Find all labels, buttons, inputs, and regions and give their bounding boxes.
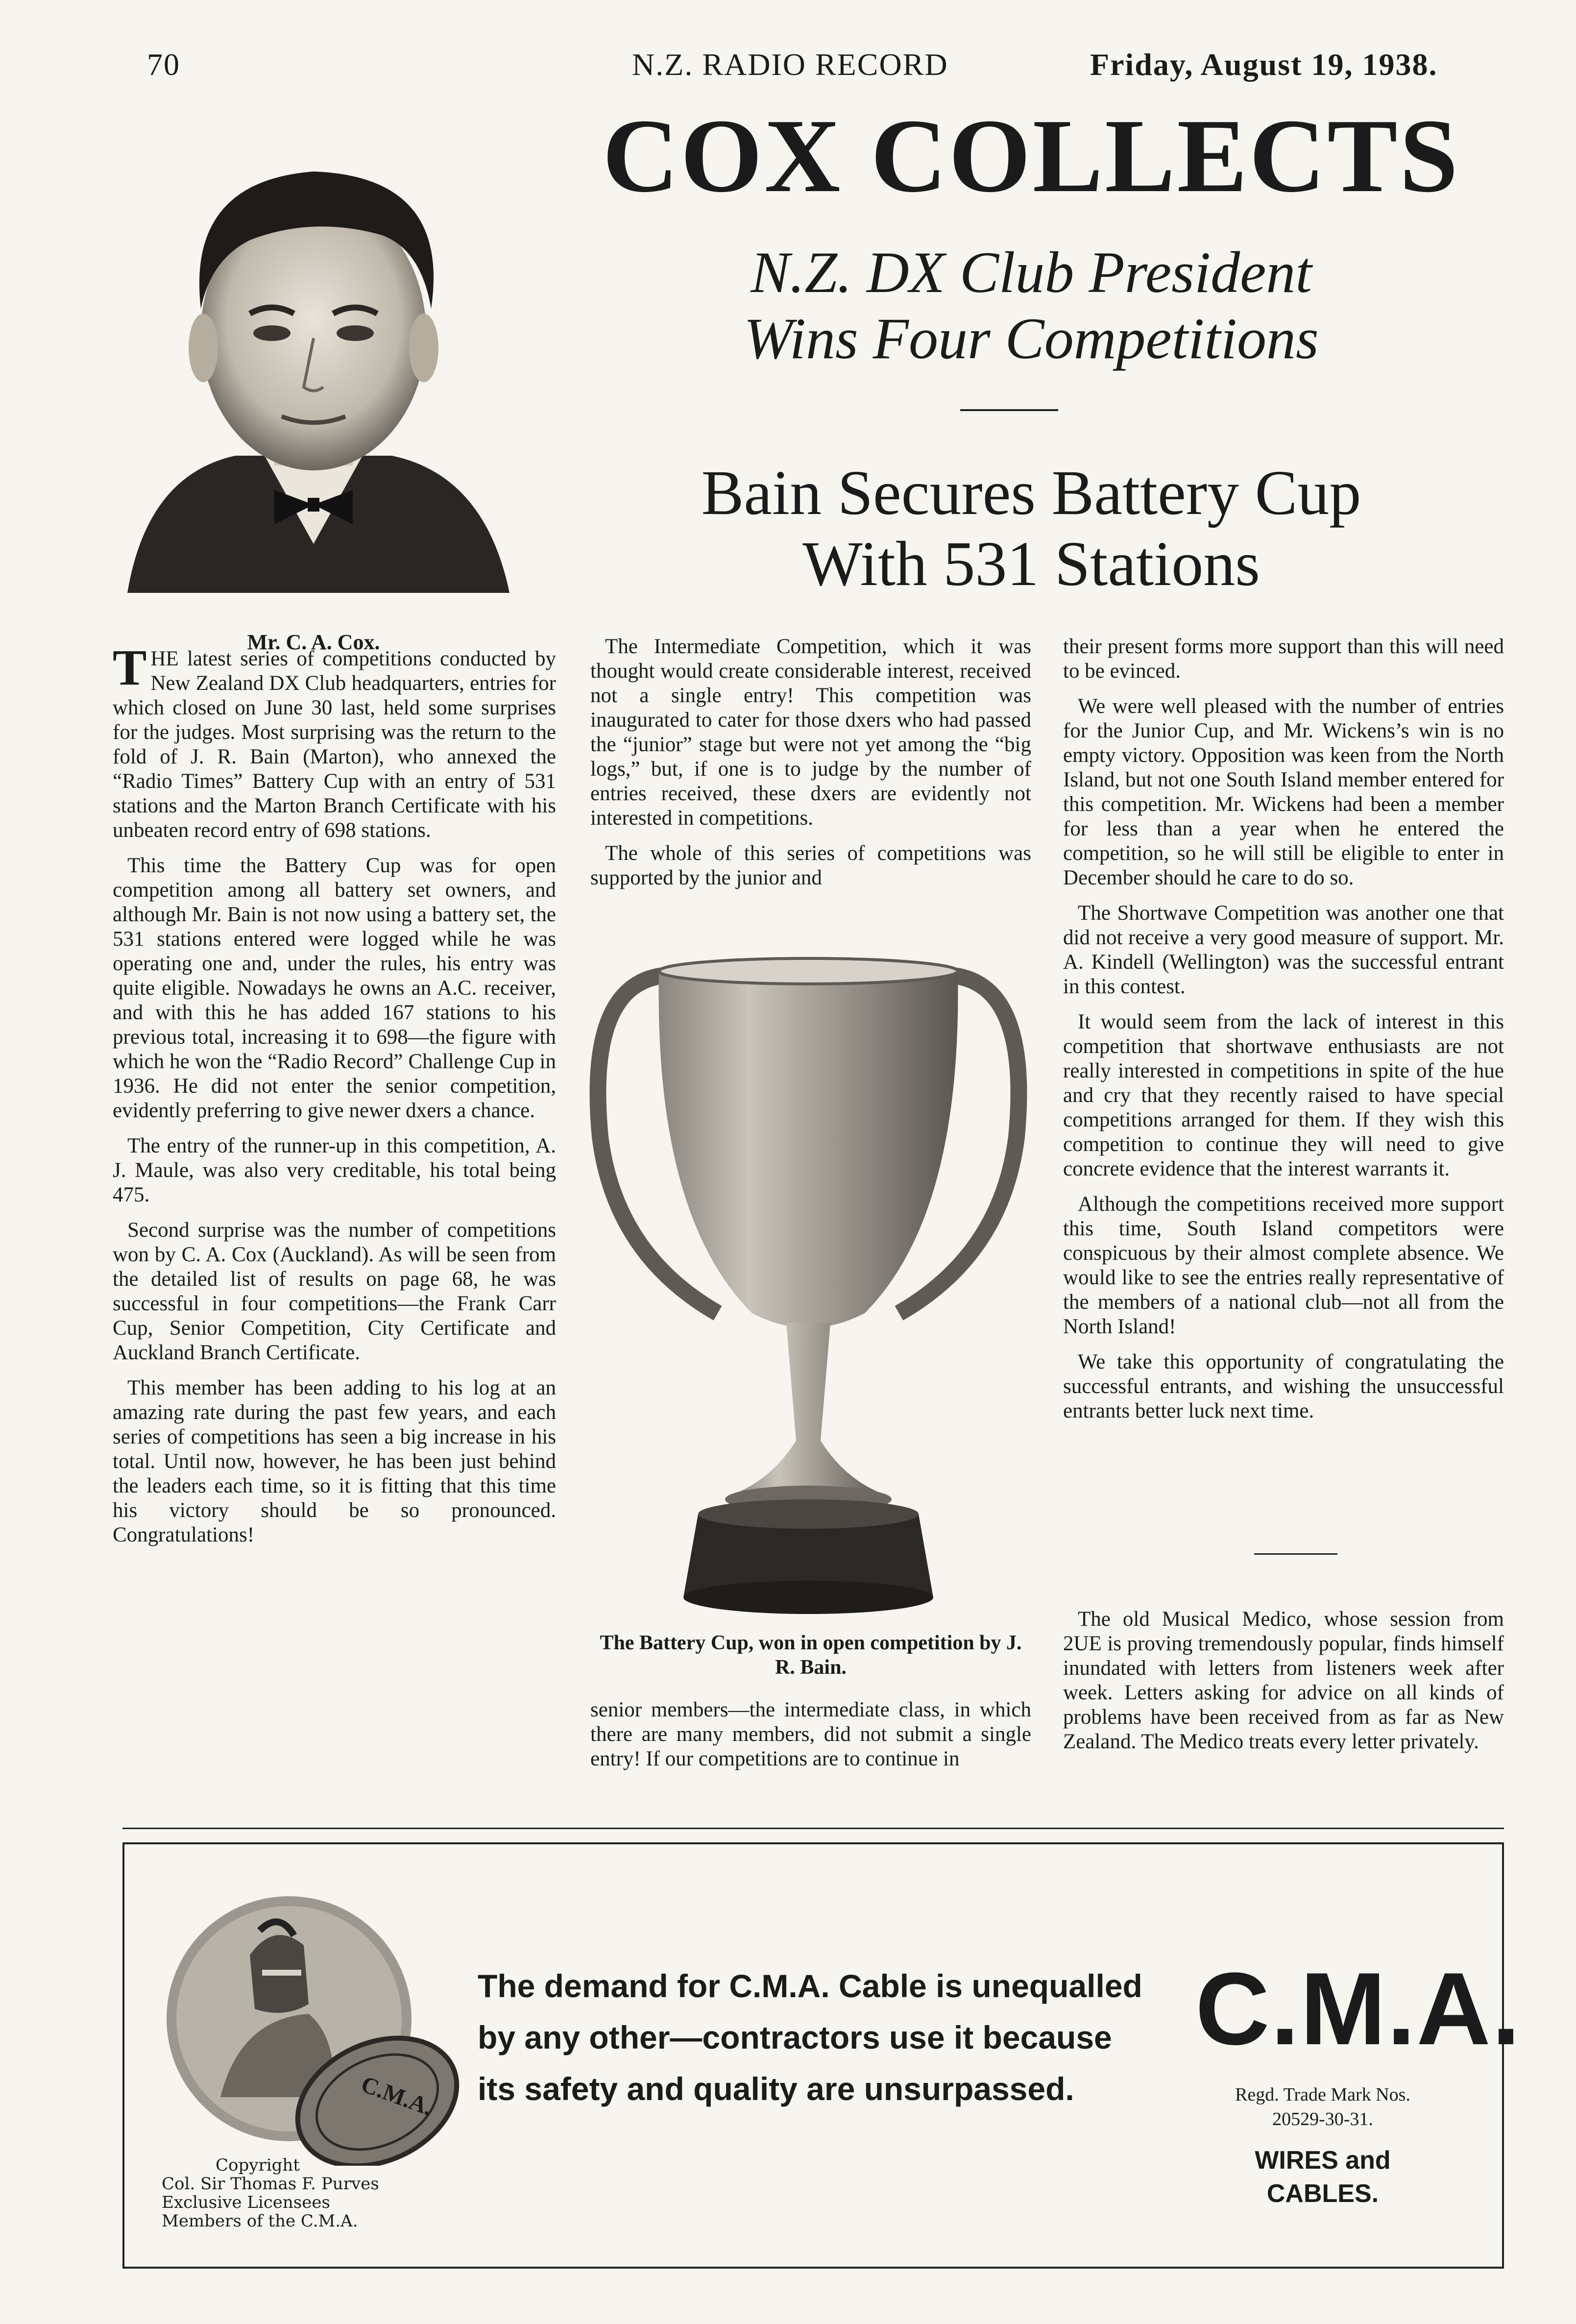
paragraph: The entry of the runner-up in this competition, A. J. Maule, was also very creditable, his total being 475.: [113, 1134, 556, 1206]
headline: COX COLLECTS: [602, 97, 1460, 214]
paragraph: We were well pleased with the number of entries for the Junior Cup, and Mr. Wickens’s win is no empty victory. Opposition was keen from the North Island, but not one South Island member entered for this competition. Mr. Wickens had been a member for less than a year when he entered the competition, so he will still be eligible to enter in December should he care to do so.: [1063, 695, 1504, 889]
article-column-right: [1063, 635, 1504, 1434]
divider-rule: [960, 409, 1058, 411]
paragraph: Although the competitions received more support this time, South Island competitors were conspicuous by their almost complete absence. We would like to see the entries really representative of the members of a national club—not all from the North Island!: [1063, 1193, 1504, 1338]
copyright-line: Col. Sir Thomas F. Purves: [162, 2174, 379, 2194]
paragraph-text: HE latest series of competitions conducted by New Zealand DX Club headquarters, entries for which closed on June 30 last, held some surprises for the judges. Most surprising was the return to the fold of J. R. Bain (Marton), who annexed the “Radio Times” Battery Cup with an entry of 531 stations and the Marton Branch Certificate with his unbeaten record entry of 698 stations.: [113, 647, 556, 842]
issue-date: Friday, August 19, 1938.: [1090, 47, 1438, 82]
paragraph: The old Musical Medico, whose session from 2UE is proving tremendously popular, finds himself inundated with letters from listeners week after week. Letters asking for advice on all kinds of problems have been received from as far as New Zealand. The Medico treats every letter privately.: [1063, 1608, 1504, 1753]
subheading-line-1: N.Z. DX Club President: [751, 240, 1312, 305]
paragraph: This time the Battery Cup was for open competition among all battery set owners, and although Mr. Bain is not now using a battery set, the 531 stations entered were logged while he was operating one and, under the rules, his entry was quite eligible. Nowadays he owns an A.C. receiver, and with this he has added 167 stations to his previous total, increasing it to 698—the figure with which he won the “Radio Record” Challenge Cup in 1936. He did not enter the senior competition, evidently preferring to give newer dxers a chance.: [113, 854, 556, 1122]
article-column-middle-bottom: [590, 1698, 1031, 1782]
paragraph: Second surprise was the number of competitions won by C. A. Cox (Auckland). As will be seen from the detailed list of results on page 68, he was successful in four competitions—the Frank Carr Cup, Senior Competition, City Certificate and Auckland Branch Certificate.: [113, 1219, 556, 1364]
paragraph: The whole of this series of competitions was supported by the junior and: [590, 842, 1031, 889]
portrait-caption: Mr. C. A. Cox.: [247, 630, 380, 654]
divider-rule: [1254, 1553, 1337, 1555]
paragraph: The Intermediate Competition, which it was thought would create considerable interest, received not a single entry! This competition was inaugurated to cater for those dxers who had passed the “junior” stage but were not yet among the “big logs,” but, if one is to judge by the number of entries received, these dxers are evidently not interested in competitions.: [590, 635, 1031, 830]
trophy-photo: [571, 941, 1046, 1632]
paragraph: their present forms more support than this will need to be evinced.: [1063, 635, 1504, 683]
ad-copy-line-3: its safety and quality are unsurpassed.: [478, 2071, 1074, 2107]
portrait-photo: [88, 103, 539, 612]
copyright-line: Copyright: [216, 2155, 300, 2175]
knight-shield-emblem: [162, 1891, 475, 2166]
paragraph: We take this opportunity of congratulating the successful entrants, and wishing the unsuccessful entrants better luck next time.: [1063, 1350, 1504, 1422]
copyright-line: Exclusive Licensees: [162, 2193, 330, 2212]
deck-line-1: Bain Secures Battery Cup: [701, 458, 1361, 528]
paragraph: senior members—the intermediate class, in which there are many members, did not submit a single entry! If our competitions are to continue in: [590, 1698, 1031, 1770]
paragraph: The Shortwave Competition was another one that did not receive a very good measure of support. Mr. A. Kindell (Wellington) was the successful entrant in this contest.: [1063, 902, 1504, 998]
trademark-line: 20529-30-31.: [1272, 2109, 1373, 2129]
paragraph: It would seem from the lack of interest in this competition that shortwave enthusiasts are not really interested in competitions in spite of the hue and cry that they recently raised to have special competitions arranged for them. If they wish this competition to continue they will need to give concrete evidence that the interest warrants it.: [1063, 1010, 1504, 1180]
divider-rule: [122, 1828, 1504, 1829]
paragraph: This member has been adding to his log at an amazing rate during the past few years, and each series of competitions has seen a big increase in his total. Until now, however, he has been just behind the leaders each time, so it is fitting that this time his victory should be so pronounced. Congratulations!: [113, 1376, 556, 1546]
trophy-caption: The Battery Cup, won in open competition by J. R. Bain.: [600, 1632, 1022, 1679]
product-tagline: [1195, 2144, 1450, 2210]
article-column-middle-top: [590, 635, 1031, 901]
ad-copy-line-1: The demand for C.M.A. Cable is unequalled: [478, 1968, 1142, 2004]
ad-copy-line-2: by any other—contractors use it because: [478, 2019, 1112, 2055]
product-line: CABLES.: [1266, 2179, 1379, 2208]
product-line: WIRES and: [1255, 2146, 1391, 2175]
brand-logo: C.M.A.: [1195, 1951, 1522, 2066]
page-number: 70: [147, 47, 180, 82]
copyright-line: Members of the C.M.A.: [162, 2211, 358, 2231]
shield-lettering: C.M.A.: [358, 2071, 436, 2121]
publication-title: N.Z. RADIO RECORD: [632, 47, 948, 82]
subheading-line-2: Wins Four Competitions: [744, 306, 1319, 371]
trademark-note: [1166, 2082, 1479, 2131]
copyright-notice: [162, 2156, 436, 2230]
news-item-musical-medico: [1063, 1607, 1504, 1765]
trademark-line: Regd. Trade Mark Nos.: [1235, 2084, 1410, 2105]
deck-line-2: With 531 Stations: [802, 529, 1260, 599]
drop-cap: T: [113, 639, 147, 696]
